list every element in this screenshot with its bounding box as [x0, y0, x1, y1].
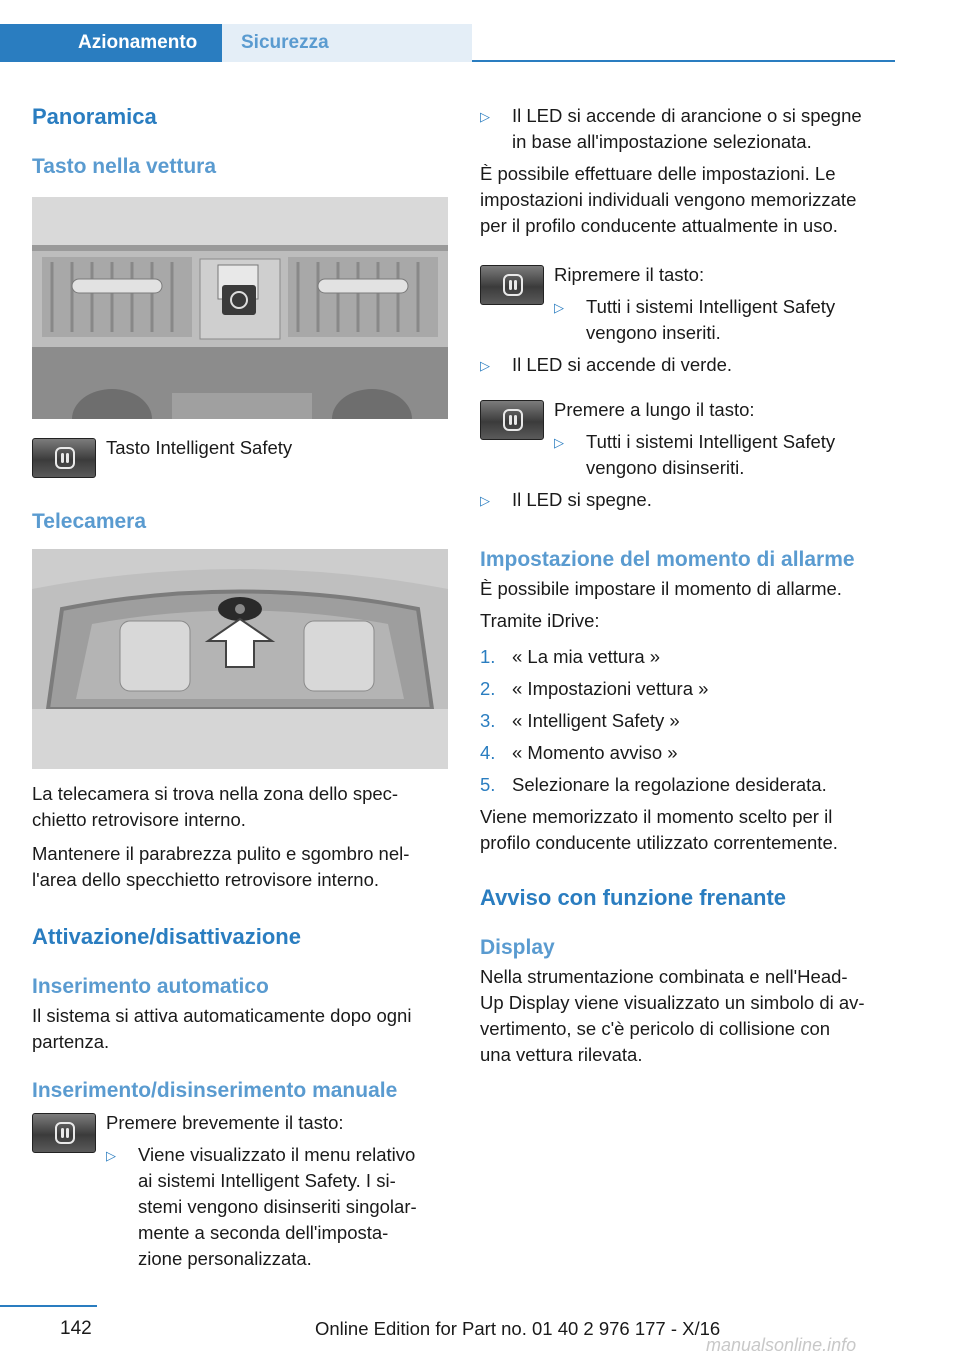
heading-attivazione: Attivazione/disattivazione: [32, 924, 301, 949]
left-column: [32, 100, 448, 1272]
step-text: « Impostazioni vettura »: [512, 678, 709, 699]
intelligent-safety-button-icon: [480, 400, 544, 440]
press-again-row: [480, 265, 896, 346]
step-text: Selezionare la regolazione desiderata.: [512, 774, 827, 795]
bullet-text: Viene visualizzato il menu relativo ai sistemi Intelligent Safety. I si- stemi vengono disinseriti singolar- mente a seconda dell'imposta- zione personalizzata.: [138, 1144, 417, 1269]
step-number: 1.: [480, 646, 496, 667]
heading-avviso-frenante: Avviso con funzione frenante: [480, 885, 787, 910]
camera-photo: [32, 549, 448, 769]
page-number: 142: [60, 1318, 92, 1339]
step-number: 5.: [480, 774, 496, 795]
list-item: [554, 294, 835, 346]
press-again-content: [554, 262, 835, 346]
footer-rule: [0, 1305, 97, 1307]
display-text: Nella strumentazione combinata e nell'Head- Up Display viene visualizzato un simbolo di av- vertimento, se c'è pericolo di collisione con una vettura rilevata.: [480, 966, 865, 1065]
list-item: [480, 644, 896, 670]
list-item: [106, 1142, 417, 1272]
tab-azionamento[interactable]: Azionamento: [0, 24, 222, 62]
list-item: [480, 772, 896, 798]
triangle-right-icon: ▷: [554, 435, 564, 450]
camera-location-text: La telecamera si trova nella zona dello spec- chietto retrovisore interno.: [32, 783, 399, 830]
settings-text: È possibile effettuare delle impostazioni. Le impostazioni individuali vengono memorizzate per il profilo conducente attualmente in uso.: [480, 163, 857, 236]
step-number: 3.: [480, 710, 496, 731]
long-press-row: [480, 400, 896, 481]
intelligent-safety-button-icon: [32, 1113, 96, 1153]
heading-inserimento-manuale: Inserimento/disinserimento manuale: [32, 1079, 398, 1102]
auto-activation-text: Il sistema si attiva automaticamente dopo ogni partenza.: [32, 1005, 412, 1052]
list-item: [480, 487, 896, 514]
list-item: [480, 103, 896, 155]
button-legend-row: [32, 438, 448, 478]
short-press-row: [32, 1113, 448, 1272]
button-caption: Tasto Intelligent Safety: [106, 437, 293, 458]
dashboard-button-photo: [32, 197, 448, 419]
edition-text: Online Edition for Part no. 01 40 2 976 177 - X/16: [315, 1318, 721, 1339]
momento-text: È possibile impostare il momento di allarme.: [480, 578, 842, 599]
watermark-text: manualsonline.info: [706, 1335, 857, 1355]
header-tabs: [0, 24, 895, 62]
list-item: [480, 740, 896, 766]
long-press-content: [554, 397, 835, 481]
step-number: 4.: [480, 742, 496, 763]
short-press-content: [106, 1110, 417, 1272]
bullet-text: Il LED si spegne.: [512, 489, 652, 510]
heading-telecamera: Telecamera: [32, 510, 147, 533]
steps-list: [480, 644, 896, 798]
step-text: « Intelligent Safety »: [512, 710, 680, 731]
bullet-text: Tutti i sistemi Intelligent Safety vengono disinseriti.: [586, 431, 836, 478]
triangle-right-icon: ▷: [106, 1148, 116, 1163]
triangle-right-icon: ▷: [480, 493, 490, 508]
heading-momento-allarme: Impostazione del momento di allarme: [480, 548, 855, 571]
triangle-right-icon: ▷: [480, 358, 490, 373]
step-number: 2.: [480, 678, 496, 699]
press-again-text: Ripremere il tasto:: [554, 264, 705, 285]
camera-clean-text: Mantenere il parabrezza pulito e sgombro nel- l'area dello specchietto retrovisore interno.: [32, 843, 410, 890]
list-item: [480, 352, 896, 379]
heading-panoramica: Panoramica: [32, 104, 157, 129]
right-column: [480, 103, 896, 1068]
idrive-text: Tramite iDrive:: [480, 610, 600, 631]
dashboard-illustration: [32, 197, 448, 419]
heading-inserimento-automatico: Inserimento automatico: [32, 975, 269, 998]
bullet-text: Il LED si accende di verde.: [512, 354, 733, 375]
triangle-right-icon: ▷: [480, 109, 490, 124]
intelligent-safety-button-icon: [480, 265, 544, 305]
memorizzato-text: Viene memorizzato il momento scelto per il profilo conducente utilizzato correntemente.: [480, 806, 838, 853]
bullet-text: Tutti i sistemi Intelligent Safety vengono inseriti.: [586, 296, 836, 343]
heading-tasto-nella-vettura: Tasto nella vettura: [32, 155, 216, 178]
list-item: [480, 676, 896, 702]
list-item: [554, 429, 835, 481]
list-item: [480, 708, 896, 734]
short-press-text: Premere brevemente il tasto:: [106, 1112, 344, 1133]
heading-display: Display: [480, 936, 555, 959]
triangle-right-icon: ▷: [554, 300, 564, 315]
intelligent-safety-button-icon: [32, 438, 96, 478]
long-press-text: Premere a lungo il tasto:: [554, 399, 755, 420]
step-text: « Momento avviso »: [512, 742, 678, 763]
step-text: « La mia vettura »: [512, 646, 661, 667]
tab-sicurezza[interactable]: Sicurezza: [222, 24, 472, 62]
windshield-illustration: [32, 549, 448, 769]
bullet-text: Il LED si accende di arancione o si spegne in base all'impostazione selezionata.: [512, 105, 862, 152]
